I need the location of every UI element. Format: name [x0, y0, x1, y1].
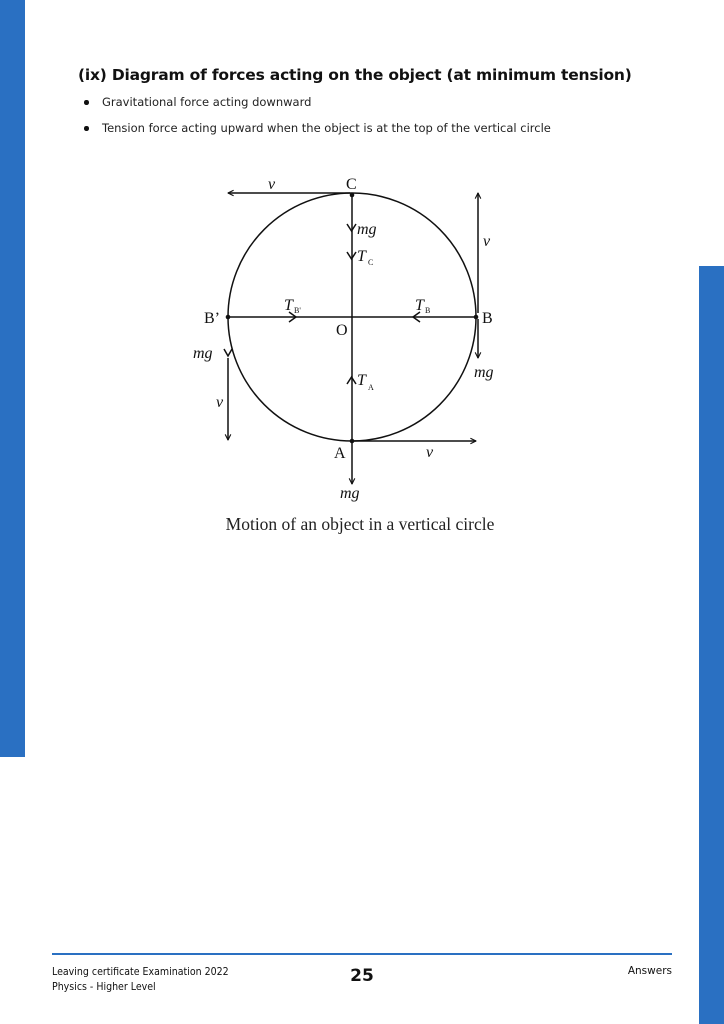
- velocity-label-bottom: v: [426, 444, 434, 461]
- velocity-label-right: v: [483, 233, 491, 250]
- point-b-prime-dot: [226, 315, 231, 320]
- point-c-dot: [350, 193, 355, 198]
- label-point-c: C: [346, 176, 357, 193]
- page-number: 25: [350, 966, 374, 986]
- tension-label-right: T: [415, 297, 424, 314]
- tension-label-left: T: [284, 297, 293, 314]
- label-point-a: A: [334, 445, 346, 462]
- tension-label-top: T: [357, 248, 366, 265]
- bullet-list: [80, 94, 551, 146]
- point-b-dot: [474, 315, 479, 320]
- footer-section: Answers: [627, 965, 672, 977]
- weight-label-left: mg: [193, 345, 213, 362]
- tension-subscript-top: C: [368, 258, 374, 267]
- tension-subscript-left: B': [294, 306, 301, 315]
- footer-exam-title: Leaving certificate Examination 2022: [52, 966, 229, 978]
- label-point-b: B: [482, 310, 493, 327]
- tension-subscript-bottom: A: [368, 383, 374, 392]
- footer-subject: Physics - Higher Level: [52, 981, 156, 993]
- right-accent-bar: [699, 266, 724, 1024]
- tension-label-bottom: T: [357, 372, 366, 389]
- section-heading: (ix) Diagram of forces acting on the object (at minimum tension): [78, 66, 632, 84]
- footer-exam-info: [52, 965, 229, 995]
- footer-divider: [52, 953, 672, 955]
- label-point-o: O: [336, 322, 348, 339]
- vertical-circle-diagram: [180, 168, 520, 508]
- weight-label-top: mg: [357, 221, 377, 238]
- label-point-b-prime: B’: [204, 310, 220, 327]
- tension-subscript-right: B: [425, 306, 431, 315]
- bullet-item: Tension force acting upward when the object is at the top of the vertical circle: [80, 120, 551, 146]
- weight-label-right: mg: [474, 364, 494, 381]
- velocity-label-top: v: [268, 176, 276, 193]
- bullet-item: Gravitational force acting downward: [80, 94, 551, 120]
- weight-arrow-left: [224, 349, 232, 356]
- velocity-label-left: v: [216, 394, 224, 411]
- figure-caption: Motion of an object in a vertical circle: [225, 514, 495, 534]
- left-accent-bar: [0, 0, 25, 757]
- weight-label-bottom: mg: [340, 485, 360, 502]
